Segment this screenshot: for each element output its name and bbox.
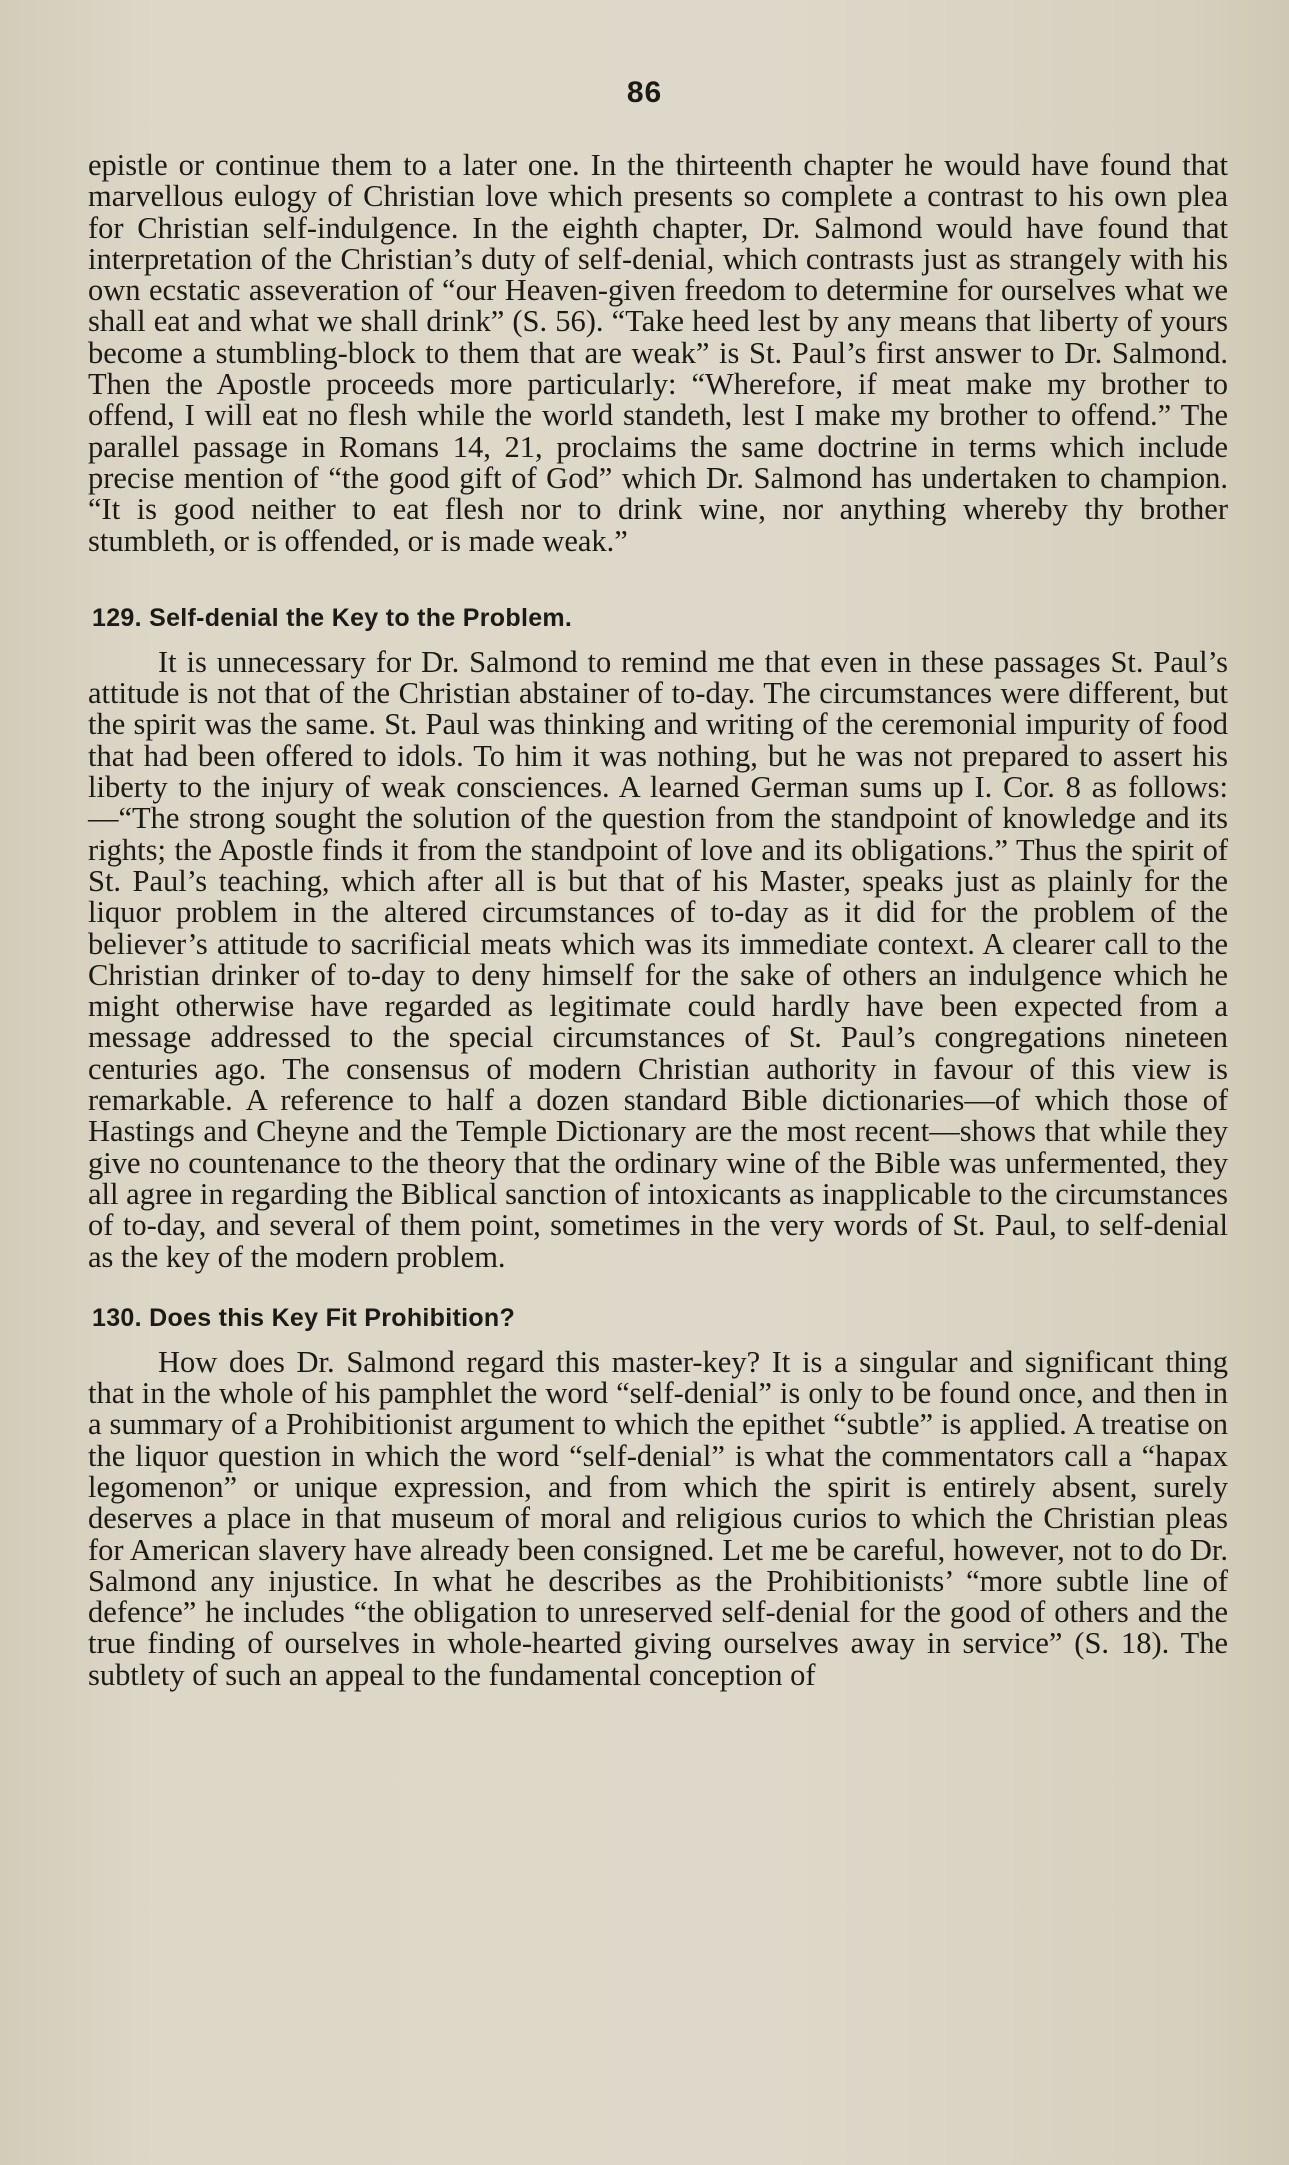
section-heading-129: 129. Self-denial the Key to the Problem.: [92, 603, 573, 632]
paragraph-continued: epistle or continue them to a later one. In the thirteenth chapter he would have found that marvellous eulogy of Christian love which presents so complete a contrast to his own plea for Christian self-indulgence. In the eighth chapter, Dr. Salmond would have found that interpretation of the Christian’s duty of self-denial, which contrasts just as strangely with his own ecstatic asseveration of “our Heaven-given freedom to determine for ourselves what we shall eat and what we shall drink” (S. 56). “Take heed lest by any means that liberty of yours become a stumbling-block to them that are weak” is St. Paul’s first answer to Dr. Salmond. Then the Apostle proceeds more particularly: “Wherefore, if meat make my brother to offend, I will eat no flesh while the world standeth, lest I make my brother to offend.” The parallel passage in Romans 14, 21, proclaims the same doctrine in terms which include precise mention of “the good gift of God” which Dr. Salmond has undertaken to champion. “It is good neither to eat flesh nor to drink wine, nor anything whereby thy brother stumbleth, or is offended, or is made weak.”: [88, 148, 1228, 558]
page-body: [88, 150, 1228, 1691]
page-number: 86: [626, 76, 663, 109]
paragraph-self-denial: It is unnecessary for Dr. Salmond to remind me that even in these passages St. Paul’s attitude is not that of the Christian abstainer of to-day. The circumstances were different, but the spirit was the same. St. Paul was thinking and writing of the ceremonial impurity of food that had been offered to idols. To him it was nothing, but he was not prepared to assert his liberty to the injury of weak consciences. A learned German sums up I. Cor. 8 as follows:—“The strong sought the solution of the question from the standpoint of knowledge and its rights; the Apostle finds it from the standpoint of love and its obligations.” Thus the spirit of St. Paul’s teaching, which after all is but that of his Master, speaks just as plainly for the liquor problem in the altered circumstances of to-day as it did for the problem of the believer’s attitude to sacrificial meats which was its immediate context. A clearer call to the Christian drinker of to-day to deny himself for the sake of others an indulgence which he might otherwise have regarded as legitimate could hardly have been expected from a message addressed to the special circumstances of St. Paul’s congregations nineteen centuries ago. The consensus of modern Christian authority in favour of this view is remarkable. A reference to half a dozen standard Bible dictionaries—of which those of Hastings and Cheyne and the Temple Dictionary are the most recent—shows that while they give no countenance to the theory that the ordinary wine of the Bible was unfermented, they all agree in regarding the Biblical sanction of intoxicants as inapplicable to the circumstances of to-day, and several of them point, sometimes in the very words of St. Paul, to self-denial as the key of the modern problem.: [88, 644, 1228, 1274]
paragraph-master-key: How does Dr. Salmond regard this master-key? It is a singular and significant thing that in the whole of his pamphlet the word “self-denial” is only to be found once, and then in a summary of a Prohibitionist argument to which the epithet “subtle” is applied. A treatise on the liquor question in which the word “self-denial” is what the commentators call a “hapax legomenon” or unique expression, and from which the spirit is entirely absent, surely deserves a place in that museum of moral and religious curios to which the Christian pleas for American slavery have already been consigned. Let me be careful, however, not to do Dr. Salmond any injustice. In what he describes as the Prohibitionists’ “more subtle line of defence” he includes “the obligation to unreserved self-denial for the good of others and the true finding of ourselves in whole-hearted giving ourselves away in service” (S. 18). The subtlety of such an appeal to the fundamental conception of: [88, 1344, 1228, 1692]
section-heading-130: 130. Does this Key Fit Prohibition?: [92, 1303, 516, 1332]
